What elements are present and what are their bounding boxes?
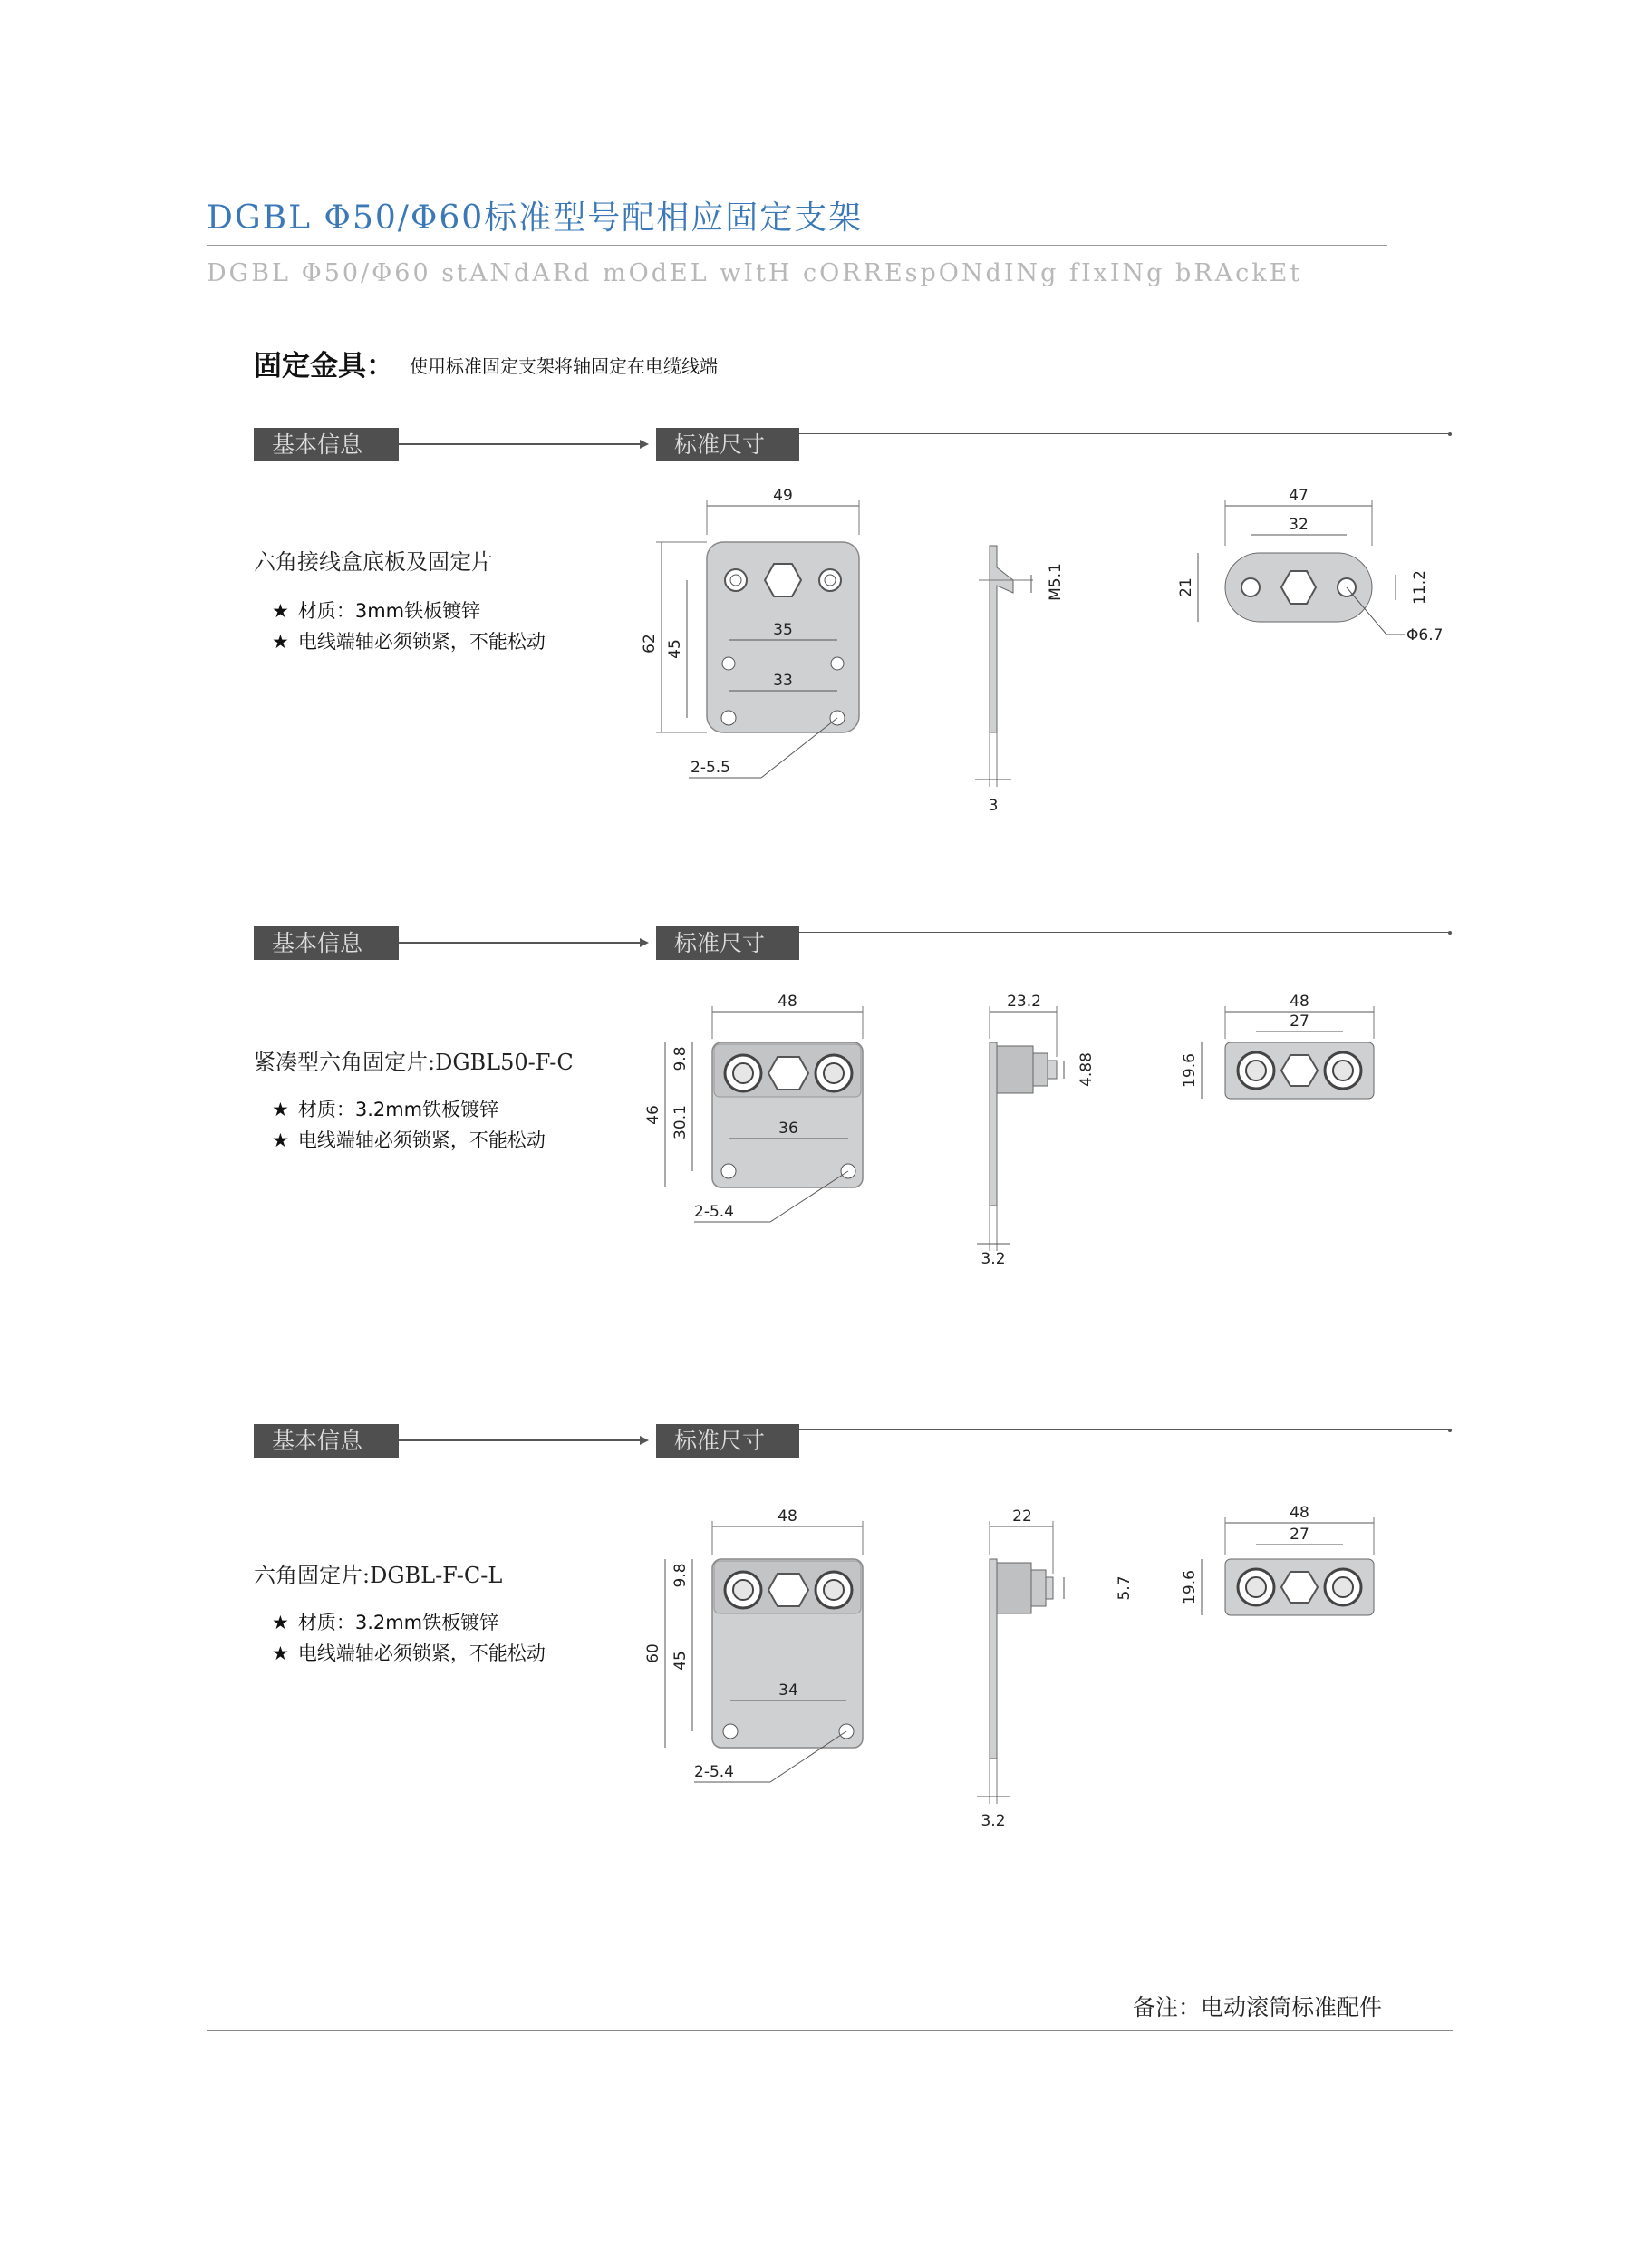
tab-view [1177,487,1443,644]
dim-label: 9.8 [671,1563,690,1588]
fixing-description: 使用标准固定支架将轴固定在电缆线端 [410,355,718,377]
star-icon: ★ [272,1099,289,1120]
dim-label: 36 [778,1119,798,1138]
dim-label: 2-5.4 [694,1203,734,1221]
dim-label: M5.1 [1047,563,1065,601]
connector-line [399,1439,643,1441]
star-icon: ★ [272,600,289,622]
dim-label: 30.1 [671,1105,690,1139]
spec-item: ★ 材质：3.2mm铁板镀锌 [272,1099,499,1120]
dim-label: 32 [1289,516,1309,534]
dim-label: 60 [644,1643,662,1663]
dim-label: 4.88 [1077,1052,1096,1087]
spec-item: ★ 电线端轴必须锁紧，不能松动 [272,1642,546,1664]
dim-label: 47 [1289,487,1309,505]
dim-label: 9.8 [671,1046,690,1071]
footer-divider [207,2030,1453,2031]
arrow-icon [640,938,649,947]
side-view [977,1507,1134,1830]
rule-end-dot [1448,1429,1452,1432]
side-view [975,546,1065,815]
dim-label: 48 [778,993,797,1011]
footer-note: 备注：电动滚筒标准配件 [1133,1994,1383,2020]
dim-label: 2-5.5 [691,759,730,777]
standard-size-tag: 标准尺寸 [656,428,799,461]
header-rule [799,1429,1450,1430]
front-view [641,487,859,778]
dim-label: 19.6 [1181,1570,1199,1604]
dim-label: 22 [1012,1507,1032,1526]
dim-label: 48 [1290,1504,1309,1522]
connector-line [399,443,643,445]
dim-label: 45 [666,639,684,659]
dim-label: 3.2 [981,1250,1006,1268]
star-icon: ★ [272,1612,289,1633]
spec-item: ★ 材质：3mm铁板镀锌 [272,600,481,622]
dim-label: 3 [988,797,999,815]
dim-label: 34 [778,1681,798,1700]
standard-size-tag: 标准尺寸 [656,926,799,960]
dim-label: 23.2 [1007,993,1041,1011]
drawing-section-3 [634,1487,1450,1831]
spec-item: ★ 材质：3.2mm铁板镀锌 [272,1612,499,1633]
title-divider [207,245,1387,246]
header-rule [799,433,1450,434]
star-icon: ★ [272,631,289,653]
drawing-section-1 [634,480,1450,825]
dim-label: 48 [778,1507,797,1526]
dim-label: 27 [1290,1526,1309,1544]
dim-label: 2-5.4 [694,1763,734,1781]
product-name: 六角接线盒底板及固定片 [254,549,493,575]
drawing-section-2 [634,979,1450,1269]
arrow-icon [640,1436,649,1445]
dim-label: 27 [1290,1013,1309,1031]
side-view [977,993,1096,1268]
spec-item: ★ 电线端轴必须锁紧，不能松动 [272,1129,546,1151]
product-name: 紧凑型六角固定片:DGBL50-F-C [254,1050,574,1075]
dim-label: 11.2 [1411,570,1429,605]
basic-info-tag: 基本信息 [254,926,399,960]
dim-label: 21 [1177,577,1195,597]
star-icon: ★ [272,1129,289,1151]
star-icon: ★ [272,1642,289,1664]
page-subtitle-en: DGBL Φ50/Φ60 stANdARd mOdEL wItH cORREspONdINg fIxINg bRAckEt [207,259,1303,287]
front-view [644,993,863,1222]
rule-end-dot [1448,432,1452,436]
dim-label: 19.6 [1181,1053,1199,1088]
top-view [1181,993,1374,1099]
rule-end-dot [1448,931,1452,935]
top-view [1181,1504,1374,1615]
dim-label: 5.7 [1116,1575,1134,1601]
dim-label: 33 [773,672,793,690]
page-title: DGBL Φ50/Φ60标准型号配相应固定支架 [207,199,864,237]
dim-label: 3.2 [981,1812,1006,1830]
dim-label: 48 [1290,993,1309,1011]
product-name: 六角固定片:DGBL-F-C-L [254,1563,503,1588]
arrow-icon [640,440,649,449]
standard-size-tag: 标准尺寸 [656,1424,799,1458]
dim-label: 35 [773,621,793,639]
dim-label: 46 [644,1105,662,1125]
front-view [644,1507,863,1782]
connector-line [399,942,643,944]
header-rule [799,932,1450,933]
spec-item: ★ 电线端轴必须锁紧，不能松动 [272,631,546,653]
basic-info-tag: 基本信息 [254,428,399,461]
fixing-label: 固定金具： [254,350,394,383]
dim-label: 62 [641,634,659,654]
basic-info-tag: 基本信息 [254,1424,399,1458]
dim-label: Φ6.7 [1406,626,1444,644]
dim-label: 49 [773,487,793,505]
dim-label: 45 [671,1651,690,1671]
